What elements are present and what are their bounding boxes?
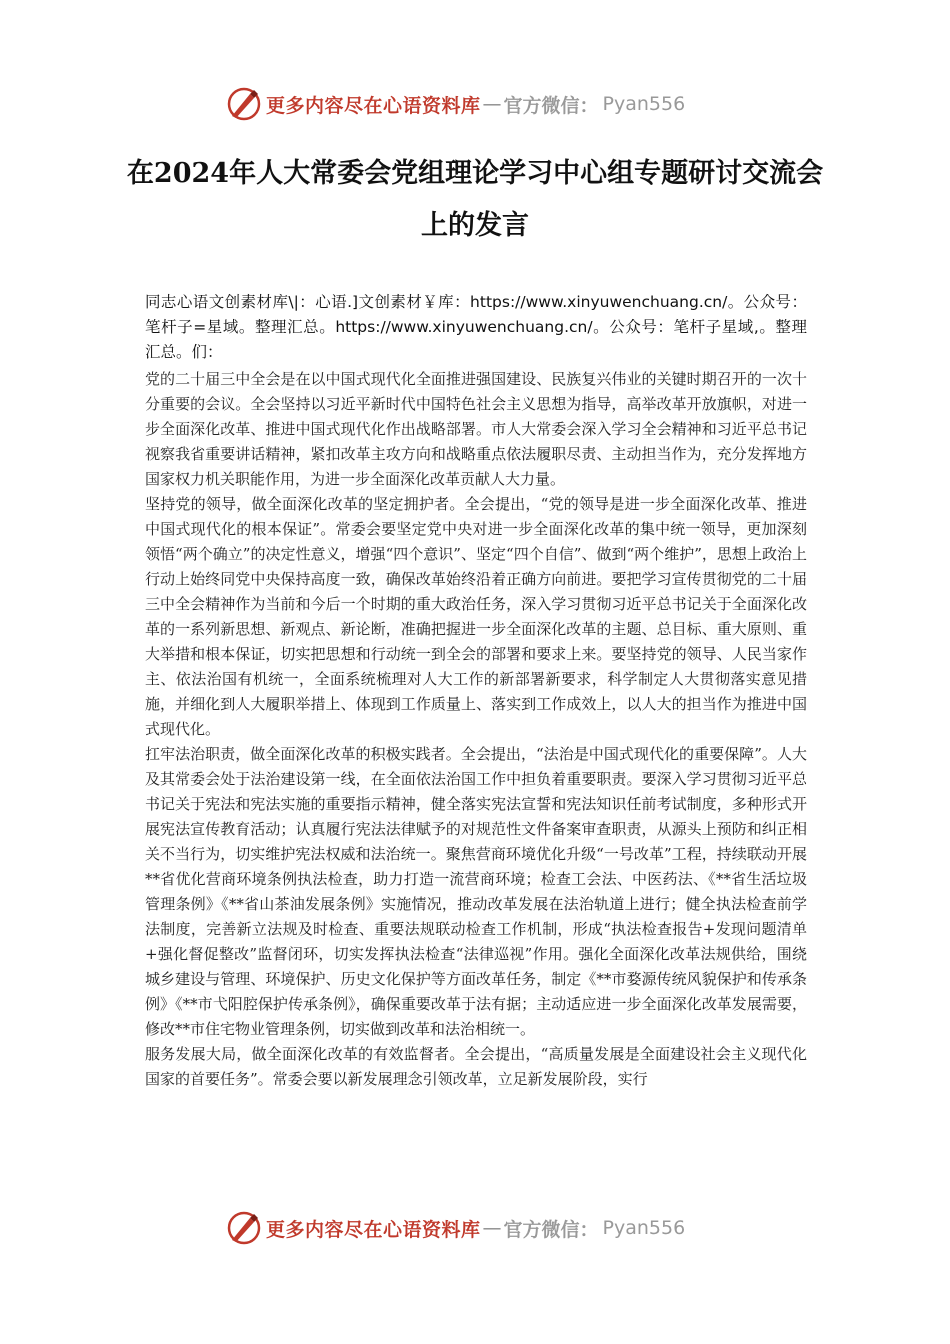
banner-wechat-id: Pyan556 <box>602 1217 686 1239</box>
banner-dash: — <box>482 1217 502 1239</box>
pen-logo-icon <box>226 86 262 122</box>
banner-dash: — <box>482 93 502 115</box>
body-paragraph: 坚持党的领导，做全面深化改革的坚定拥护者。全会提出，“党的领导是进一步全面深化改革、推进中国式现代化的根本保证”。常委会要坚定党中央对进一步全面深化改革的集中统一领导，更加深刻领悟“两个确立”的决定性意义，增强“四个意识”、坚定“四个自信”、做到“两个维护”，思想上政治上行动上始终同党中央保持高度一致，确保改革始终沿着正确方向前进。要把学习宣传贯彻党的二十届三中全会精神作为当前和今后一个时期的重大政治任务，深入学习贯彻习近平总书记关于全面深化改革的一系列新思想、新观点、新论断，准确把握进一步全面深化改革的主题、总目标、重大原则、重大举措和根本保证，切实把思想和行动统一到全会的部署和要求上来。要坚持党的领导、人民当家作主、依法治国有机统一，全面系统梳理对人大工作的新部署新要求，科学制定人大贯彻落实意见措施，并细化到人大履职举措上、体现到工作质量上、落实到工作成效上，以人大的担当作为推进中国式现代化。 <box>145 495 807 738</box>
document-title: 在2024年人大常委会党组理论学习中心组专题研讨交流会上的发言 <box>126 158 824 241</box>
banner-sub-text: 官方微信： <box>503 94 599 117</box>
document-body <box>145 290 807 1092</box>
banner-main-text: 更多内容尽在心语资料库 <box>266 94 481 117</box>
body-paragraph: 党的二十届三中全会是在以中国式现代化全面推进强国建设、民族复兴伟业的关键时期召开的一次十分重要的会议。全会坚持以习近平新时代中国特色社会主义思想为指导，高举改革开放旗帜，对进一步全面深化改革、推进中国式现代化作出战略部署。市人大常委会深入学习全会精神和习近平总书记视察我省重要讲话精神，紧扣改革主攻方向和战略重点依法履职尽责、主动担当作为，充分发挥地方国家权力机关职能作用，为进一步全面深化改革贡献人大力量。 <box>145 370 807 488</box>
body-paragraph: 扛牢法治职责，做全面深化改革的积极实践者。全会提出，“法治是中国式现代化的重要保障”。人大及其常委会处于法治建设第一线，在全面依法治国工作中担负着重要职责。要深入学习贯彻习近平总书记关于宪法和宪法实施的重要指示精神，健全落实宪法宣誓和宪法知识任前考试制度，多种形式开展宪法宣传教育活动；认真履行宪法法律赋予的对规范性文件备案审查职责，从源头上预防和纠正相关不当行为，切实维护宪法权威和法治统一。聚焦营商环境优化升级“一号改革”工程，持续联动开展**省优化营商环境条例执法检查，助力打造一流营商环境；检查工会法、中医药法、《**省生活垃圾管理条例》《**省山茶油发展条例》实施情况，推动改革发展在法治轨道上进行；健全执法检查前学法制度，完善新立法规及时检查、重要法规联动检查工作机制，形成“执法检查报告+发现问题清单+强化督促整改”监督闭环，切实发挥执法检查“法律巡视”作用。强化全面深化改革法规供给，围绕城乡建设与管理、环境保护、历史文化保护等方面改革任务，制定《**市婺源传统风貌保护和传承条例》《**市弋阳腔保护传承条例》，确保重要改革于法有据；主动适应进一步全面深化改革发展需要，修改**市住宅物业管理条例，切实做到改革和法治相统一。 <box>145 745 807 1038</box>
banner-wechat-id: Pyan556 <box>602 93 686 115</box>
banner-sub-text: 官方微信： <box>503 1218 599 1241</box>
pen-logo-icon <box>226 1210 262 1246</box>
header-banner <box>226 84 726 124</box>
intro-paragraph: 同志心语文创素材库\|：心语.]文创素材￥库：https://www.xinyuwenchuang.cn/。公众号：笔杆子=星域。整理汇总。https://www.xinyuwenchuang.cn/。公众号：笔杆子星域,。整理汇总。们： <box>145 293 807 361</box>
body-paragraph: 服务发展大局，做全面深化改革的有效监督者。全会提出，“高质量发展是全面建设社会主义现代化国家的首要任务”。常委会要以新发展理念引领改革，立足新发展阶段，实行 <box>145 1045 807 1088</box>
footer-banner <box>226 1208 726 1248</box>
banner-main-text: 更多内容尽在心语资料库 <box>266 1218 481 1241</box>
